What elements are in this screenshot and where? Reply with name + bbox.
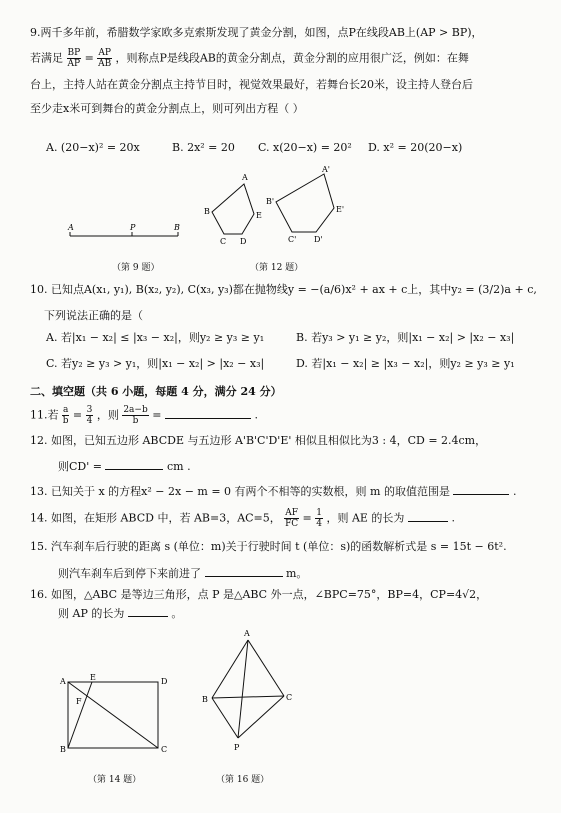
figure-12-pentagons xyxy=(196,165,356,248)
q9-option-b[interactable]: B. 2x² = 20 xyxy=(172,141,235,154)
fig12-label-e: E xyxy=(256,211,262,220)
section-2-title: 二、填空题（共 6 小题，每题 4 分，满分 24 分） xyxy=(30,385,282,398)
q13: 13. 已知关于 x 的方程x² − 2x − m = 0 有两个不相等的实数根，则 m 的取值范围是 . xyxy=(30,485,517,498)
q14-fraction-1-4: $\frac{1}{4}$ xyxy=(316,508,322,529)
q11-answer-blank[interactable] xyxy=(165,408,251,419)
q9-option-a[interactable]: A. (20−x)² = 20x xyxy=(46,141,140,154)
fig12-label-a: A xyxy=(242,173,248,182)
fig14-label-c: C xyxy=(161,745,168,754)
figure-9-segment xyxy=(60,218,190,248)
q9-line2: 若满足 $\frac{BP}{AP}$ = $\frac{AP}{AB}$ ，则称点P是线段AB的黄金分割点，黄金分割的应用很广泛，例如：在舞 xyxy=(30,48,469,69)
q16-line1: 16. 如图，△ABC 是等边三角形，点 P 是△ABC 外一点，∠BPC=75°，BP=4，CP=4√2， xyxy=(30,588,488,601)
q16-line2: 则 AP 的长为 。 xyxy=(58,607,183,620)
fig16-label-b: B xyxy=(202,695,208,704)
q12-line1: 12. 如图，已知五边形 ABCDE 与五边形 A'B'C'D'E' 相似且相似比为3 : 4，CD = 2.4cm， xyxy=(30,434,487,447)
figure-16-caption: （第 16 题） xyxy=(216,775,270,785)
fig14-label-f: F xyxy=(76,697,82,706)
q9-fraction-bp-ap: $\frac{BP}{AP}$ xyxy=(67,48,81,69)
q14: 14. 如图，在矩形 ABCD 中，若 AB=3，AC=5， $\frac{AF}{FC}$ = $\frac{1}{4}$ ，则 AE 的长为 . xyxy=(30,508,455,529)
q9-option-d[interactable]: D. x² = 20(20−x) xyxy=(368,141,463,154)
q13-answer-blank[interactable] xyxy=(453,484,509,495)
q11-fraction-2a-b: $\frac{2a-b}{b}$ xyxy=(123,405,148,426)
q15-line2: 则汽车刹车后到停下来前进了 m。 xyxy=(58,567,308,580)
q10-option-c[interactable]: C. 若y₂ ≥ y₃ > y₁，则|x₁ − x₂| > |x₂ − x₃| xyxy=(46,357,265,370)
fig16-label-c: C xyxy=(286,693,293,702)
q12-answer-blank[interactable] xyxy=(105,459,163,470)
q10-option-a[interactable]: A. 若|x₁ − x₂| ≤ |x₃ − x₂|，则y₂ ≥ y₃ ≥ y₁ xyxy=(46,331,265,344)
q15-answer-blank[interactable] xyxy=(205,566,283,577)
fig14-label-b: B xyxy=(60,745,66,754)
q11-fraction-a-b: $\frac{a}{b}$ xyxy=(62,405,69,426)
q10-option-d[interactable]: D. 若|x₁ − x₂| ≥ |x₃ − x₂|，则y₂ ≥ y₃ ≥ y₁ xyxy=(296,357,515,370)
q9-line3: 台上，主持人站在黄金分割点主持节目时，视觉效果最好，若舞台长20米，设主持人登台后 xyxy=(30,78,473,91)
fig12-label-c: C xyxy=(220,237,227,246)
q10-line2: 下列说法正确的是（ xyxy=(44,309,143,322)
fig12-label-b-prime: B' xyxy=(266,197,275,206)
fig9-label-b: B xyxy=(174,223,180,232)
fig12-label-c-prime: C' xyxy=(288,235,297,244)
q16-answer-blank[interactable] xyxy=(128,606,168,617)
figure-14-rectangle xyxy=(58,672,170,758)
q14-answer-blank[interactable] xyxy=(408,511,448,522)
fig14-label-e: E xyxy=(90,673,96,682)
fig16-label-a: A xyxy=(244,629,250,638)
q11: 11.若 $\frac{a}{b}$ = $\frac{3}{4}$ ，则 $\frac{2a-b}{b}$ = . xyxy=(30,405,258,426)
q9-line4: 至少走x米可到舞台的黄金分割点上，则可列出方程（ ） xyxy=(30,102,304,115)
fig14-label-a: A xyxy=(60,677,66,686)
q15-line1: 15. 汽车刹车后行驶的距离 s (单位：m)关于行驶时间 t (单位：s)的函数解析式是 s = 15t − 6t². xyxy=(30,540,507,553)
figure-16-triangle xyxy=(196,630,306,760)
fig9-label-p: P xyxy=(130,223,136,232)
fig12-label-a-prime: A' xyxy=(322,165,330,174)
fig12-label-b: B xyxy=(204,207,210,216)
fig12-label-d-prime: D' xyxy=(314,235,323,244)
fig16-label-p: P xyxy=(234,743,240,752)
q9-option-c[interactable]: C. x(20−x) = 20² xyxy=(258,141,352,154)
fig14-label-d: D xyxy=(161,677,168,686)
q11-fraction-3-4: $\frac{3}{4}$ xyxy=(86,405,93,426)
q12-line2: 则CD' = cm . xyxy=(58,460,191,473)
q14-fraction-af-fc: $\frac{AF}{FC}$ xyxy=(285,508,299,529)
q10-line1: 10. 已知点A(x₁, y₁), B(x₂, y₂), C(x₃, y₃)都在抛物线y = −(a/6)x² + ax + c上，其中y₂ = (3/2)a + c, xyxy=(30,283,537,296)
q9-fraction-ap-ab: $\frac{AP}{AB}$ xyxy=(98,48,112,69)
fig12-label-d: D xyxy=(240,237,247,246)
fig9-label-a: A xyxy=(68,223,74,232)
q9-line1: 9.两千多年前，希腊数学家欧多克索斯发现了黄金分割，如图，点P在线段AB上(AP > BP)， xyxy=(30,26,483,39)
figure-9-caption: （第 9 题） xyxy=(112,263,160,273)
fig12-label-e-prime: E' xyxy=(336,205,345,214)
q10-option-b[interactable]: B. 若y₃ > y₁ ≥ y₂，则|x₁ − x₂| > |x₂ − x₃| xyxy=(296,331,515,344)
figure-12-caption: （第 12 题） xyxy=(250,263,304,273)
figure-14-caption: （第 14 题） xyxy=(88,775,142,785)
